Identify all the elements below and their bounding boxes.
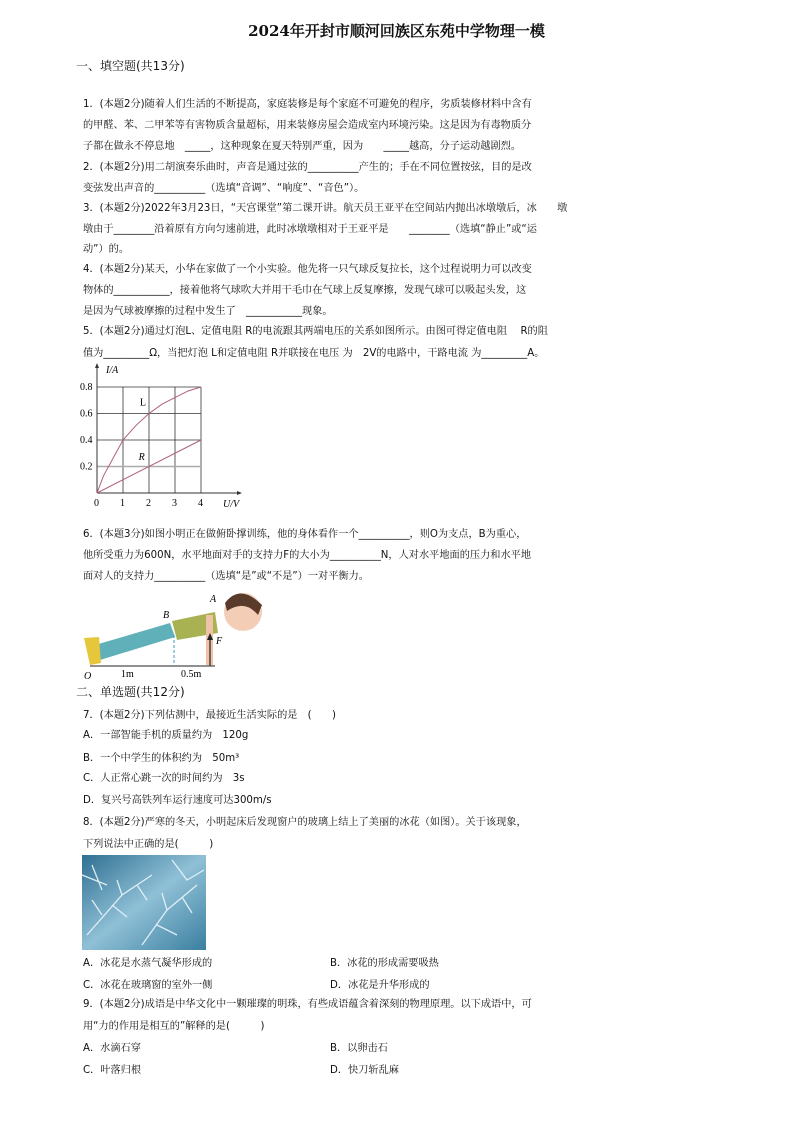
question-line: 5．(本题2分)通过灯泡L、定值电阻 R的电流跟其两端电压的关系如图所示。由图可得定值电阻 R的阻 [83,326,548,337]
question-line: 他所受重力为600N，水平地面对手的支持力F的大小为__________N，人对水平地面的压力和水平地 [83,550,532,561]
question-line: 1．(本题2分)随着人们生活的不断提高，家庭装修是每个家庭不可避免的程序，劣质装修材料中含有 [83,99,532,110]
question-line: 墩由于________沿着原有方向匀速前进，此时冰墩墩相对于王亚平是 ________（选填“静止”或“运 [83,224,537,235]
option-a: A．水滴石穿 [83,1043,141,1054]
question-line: 变弦发出声音的__________（选填“音调”、“响度”、“音色”）。 [83,183,365,194]
series-label: R [138,451,145,463]
label-1m: 1m [121,669,134,680]
section-heading: 一、填空题(共13分) [76,59,185,73]
y-tick-label: 0.8 [80,382,93,393]
question-line: 4．(本题2分)某天，小华在家做了一个小实验。他先将一只气球反复拉长，这个过程说明力可以改变 [83,264,532,275]
ice-flower-photo [82,855,206,950]
option-a: A．一部智能手机的质量约为 120g [83,730,249,741]
question-line: 下列说法中正确的是( ) [83,839,214,850]
label-o: O [84,671,92,682]
pushup-figure [75,585,275,685]
option-b: B．冰花的形成需要吸热 [330,958,439,969]
option-d: D．冰花是升华形成的 [330,980,430,991]
label-b: B [163,610,170,621]
x-axis-arrow [237,491,242,495]
page-title: 2024年开封市顺河回族区东苑中学物理一模 [248,22,545,40]
x-tick-label: 2 [146,498,151,509]
option-d: D．复兴号高铁列车运行速度可达300m/s [83,795,272,806]
question-stem: 7．(本题2分)下列估测中，最接近生活实际的是 ( ) [83,710,336,721]
option-c: C．叶落归根 [83,1065,142,1076]
label-05m: 0.5m [181,669,202,680]
option-d: D．快刀斩乱麻 [330,1065,399,1076]
feet [84,637,101,665]
option-a: A．冰花是水蒸气凝华形成的 [83,958,213,969]
y-tick-label: 0.2 [80,461,93,473]
question-line: 的甲醛、苯、二甲苯等有害物质含量超标，用来装修房屋会造成室内环境污染。这是因为有毒物质分 [83,120,532,131]
question-line: 动”）的。 [83,244,130,255]
series-label: L [139,397,147,409]
question-line: 8．(本题2分)严寒的冬天，小明起床后发现窗户的玻璃上结上了美丽的冰花（如图）。关于该现象， [83,817,527,828]
option-c: C．冰花在玻璃窗的室外一侧 [83,980,213,991]
question-line: 物体的___________，接着他将气球吹大并用干毛巾在气球上反复摩擦，发现气球可以吸起头发，这 [83,285,527,296]
y-tick-label: 0.4 [80,435,93,446]
option-b: B．以卵击石 [330,1043,388,1054]
question-line: 值为_________Ω，当把灯泡 L和定值电阻 R并联接在电压 为 2V的电路中，干路电流 为_________A。 [83,348,545,359]
question-line: 9．(本题2分)成语是中华文化中一颗璀璨的明珠，有些成语蕴含着深刻的物理原理。以下成语中，可 [83,999,532,1010]
y-tick-label: 0.6 [80,408,93,420]
option-b: B．一个中学生的体积约为 50m³ [83,753,240,764]
question-line: 6．(本题3分)如图小明正在做俯卧撑训练，他的身体看作一个__________，则O为支点，B为重心， [83,529,527,540]
question-line: 用“力的作用是相互的”解释的是( ) [83,1021,265,1032]
y-axis-arrow [95,363,99,368]
section-heading: 二、单选题(共12分) [76,685,185,699]
question-line: 是因为气球被摩擦的过程中发生了 ___________现象。 [83,306,333,317]
y-axis-label: I/A [106,365,119,376]
legs [95,623,175,660]
x-tick-label: 1 [120,498,125,509]
question-line: 子都在做永不停息地 _____，这种现象在夏天特别严重，因为 _____越高，分子运动越剧烈。 [83,141,522,152]
x-tick-label: 4 [198,498,203,509]
question-line: 3．(本题2分)2022年3月23日，“天宫课堂”第二课开讲。航天员王亚平在空间站内抛出冰墩墩后，冰 墩 [83,203,568,214]
x-axis-label: U/V [223,499,240,510]
question-line: 面对人的支持力__________（选填“是”或“不是”）一对平衡力。 [83,571,369,582]
x-tick-label: 3 [172,498,177,509]
label-a: A [210,594,217,605]
label-f: F [216,636,223,647]
option-c: C．人正常心跳一次的时间约为 3s [83,773,245,784]
question-line: 2．(本题2分)用二胡演奏乐曲时，声音是通过弦的__________产生的；手在不同位置按弦，目的是改 [83,162,532,173]
x-tick-label: 0 [94,498,99,509]
iu-graph [75,360,255,510]
